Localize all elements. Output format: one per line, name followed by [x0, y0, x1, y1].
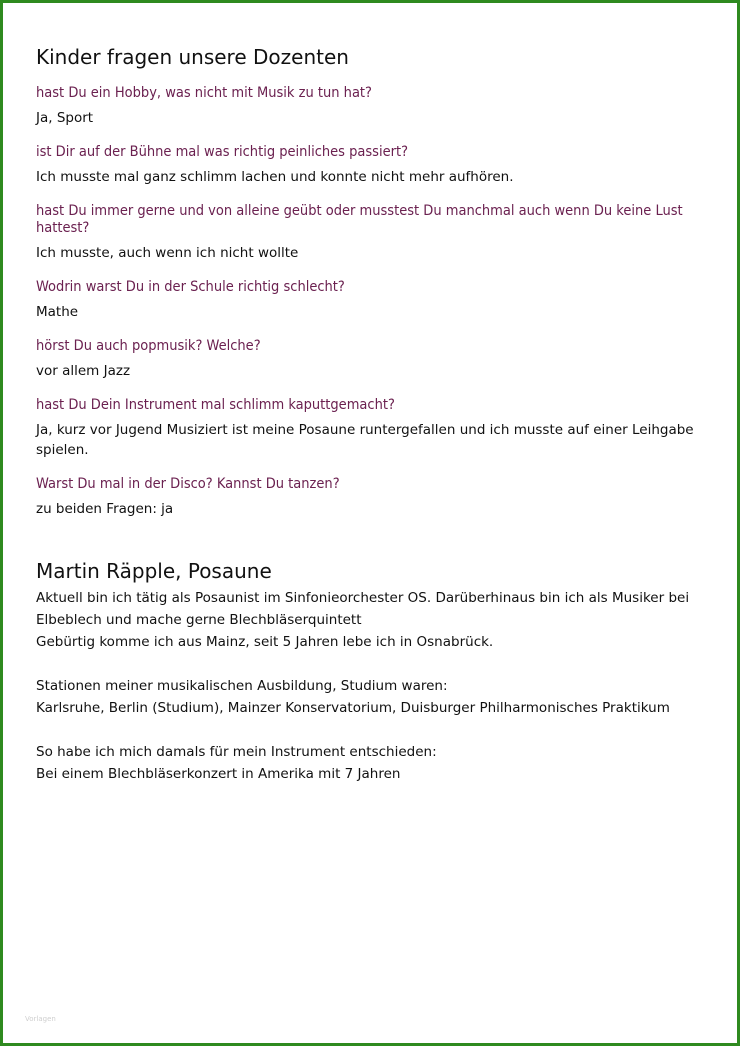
- qa-item: [36, 203, 717, 263]
- profile-paragraph: Aktuell bin ich tätig als Posaunist im Sinfonieorchester OS. Darüberhinaus bin ich als Musiker bei Elbeblech und mache gerne Blechbläserquintett: [36, 590, 690, 628]
- question: hast Du ein Hobby, was nicht mit Musik zu tun hat?: [36, 85, 372, 101]
- qa-item: [36, 85, 717, 128]
- profile-paragraph: Bei einem Blechbläserkonzert in Amerika mit 7 Jahren: [36, 766, 401, 782]
- qa-item: [36, 338, 717, 381]
- question: hast Du Dein Instrument mal schlimm kaputtgemacht?: [36, 397, 395, 413]
- qa-item: [36, 476, 717, 519]
- answer: Ich musste, auch wenn ich nicht wollte: [36, 245, 299, 261]
- profile-paragraph: Stationen meiner musikalischen Ausbildung, Studium waren:: [36, 678, 448, 694]
- question: Warst Du mal in der Disco? Kannst Du tanzen?: [36, 476, 340, 492]
- answer: zu beiden Fragen: ja: [36, 501, 174, 517]
- answer: Mathe: [36, 304, 79, 320]
- profile-section: [36, 557, 717, 785]
- section-title-profile: Martin Räpple, Posaune: [36, 559, 272, 583]
- answer: Ich musste mal ganz schlimm lachen und konnte nicht mehr aufhören.: [36, 169, 514, 185]
- question: Wodrin warst Du in der Schule richtig schlecht?: [36, 279, 345, 295]
- question: hörst Du auch popmusik? Welche?: [36, 338, 261, 354]
- watermark-text: Vorlagen: [25, 1015, 56, 1023]
- section-title-kinder-fragen: Kinder fragen unsere Dozenten: [36, 45, 349, 69]
- qa-item: [36, 144, 717, 187]
- question: ist Dir auf der Bühne mal was richtig peinliches passiert?: [36, 144, 409, 160]
- profile-paragraph: So habe ich mich damals für mein Instrument entschieden:: [36, 744, 437, 760]
- qa-item: [36, 279, 717, 322]
- answer: Ja, Sport: [36, 110, 94, 126]
- answer: vor allem Jazz: [36, 363, 131, 379]
- profile-paragraph: Gebürtig komme ich aus Mainz, seit 5 Jahren lebe ich in Osnabrück.: [36, 634, 494, 650]
- qa-item: [36, 397, 717, 460]
- answer: Ja, kurz vor Jugend Musiziert ist meine Posaune runtergefallen und ich musste auf einer Leihgabe spielen.: [36, 422, 694, 458]
- page-content: [36, 43, 717, 785]
- profile-paragraph: Karlsruhe, Berlin (Studium), Mainzer Konservatorium, Duisburger Philharmonisches Praktikum: [36, 700, 670, 716]
- question: hast Du immer gerne und von alleine geübt oder musstest Du manchmal auch wenn Du keine Lust hattest?: [36, 203, 683, 236]
